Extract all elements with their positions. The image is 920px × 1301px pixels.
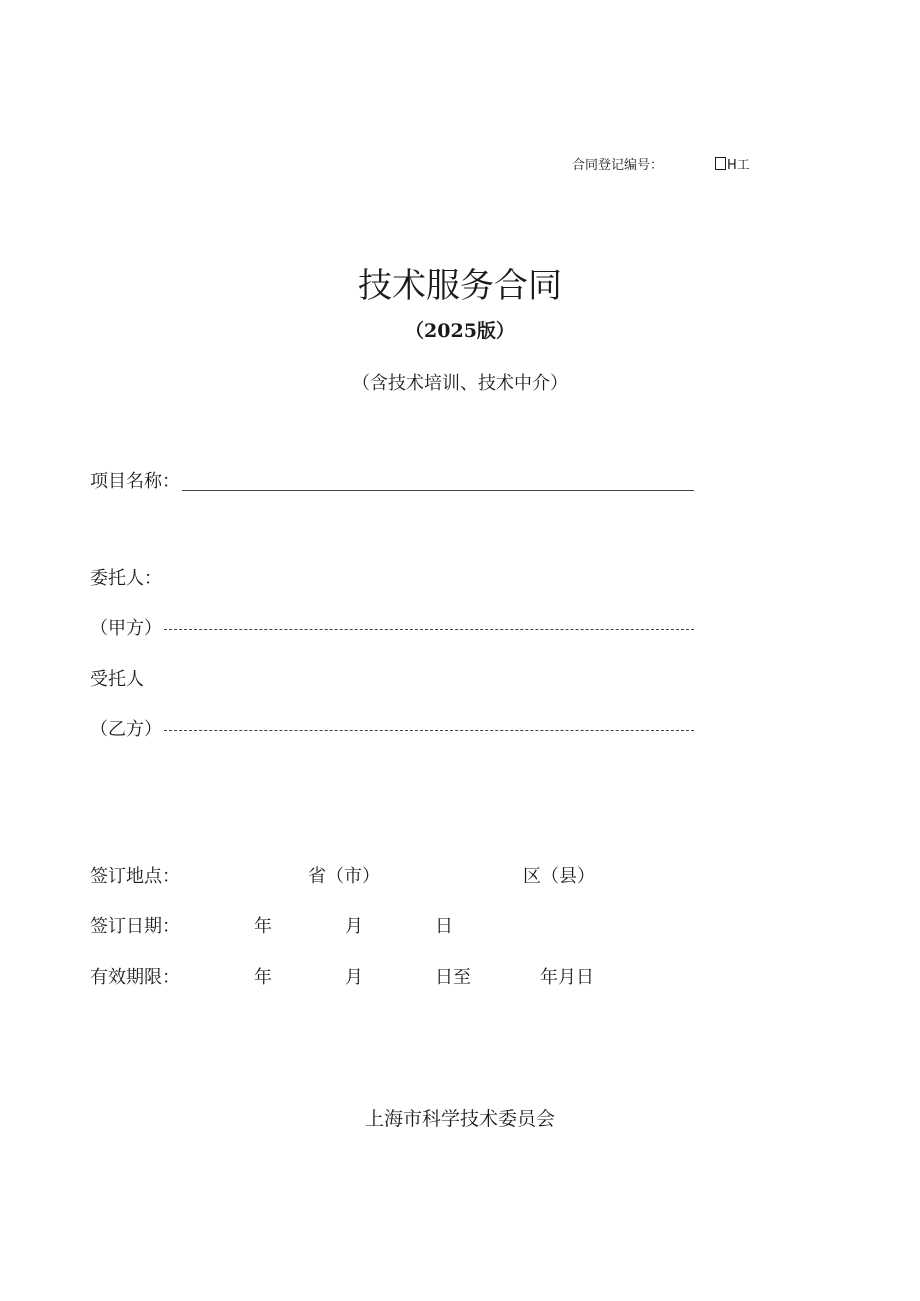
- signing-place-label: 签订地点：: [90, 866, 180, 887]
- checkbox-icon: [715, 157, 726, 170]
- signing-date-label: 签订日期：: [90, 916, 180, 937]
- document-subtitle: （含技术培训、技术中介）: [352, 373, 568, 394]
- project-name-blank[interactable]: [182, 472, 694, 491]
- validity-end-units: 年月日: [540, 967, 594, 988]
- contractor-party-row: [90, 715, 694, 741]
- signing-day-unit: 日: [435, 916, 453, 937]
- registration-number: [572, 154, 750, 173]
- registration-label: 合同登记编号：: [572, 158, 664, 173]
- document-version: （2025版）: [405, 320, 515, 342]
- contractor-name-blank[interactable]: [164, 720, 694, 731]
- client-party-label: （甲方）: [90, 618, 162, 639]
- client-label: 委托人：: [90, 568, 162, 589]
- project-name-label: 项目名称：: [90, 471, 180, 492]
- validity-label: 有效期限：: [90, 967, 180, 988]
- province-unit: 省（市）: [308, 866, 380, 887]
- client-name-blank[interactable]: [164, 619, 694, 630]
- document-title: 技术服务合同: [358, 266, 562, 306]
- client-party-row: [90, 614, 694, 640]
- registration-code-text: H工: [727, 158, 750, 173]
- project-name-row: [90, 467, 694, 493]
- validity-year-unit: 年: [254, 967, 272, 988]
- validity-day-until: 日至: [435, 967, 471, 988]
- district-unit: 区（县）: [523, 866, 595, 887]
- contractor-party-label: （乙方）: [90, 719, 162, 740]
- contractor-label: 受托人: [90, 669, 144, 690]
- issuer: 上海市科学技术委员会: [364, 1108, 555, 1130]
- signing-year-unit: 年: [254, 916, 272, 937]
- registration-code: [715, 158, 750, 173]
- signing-month-unit: 月: [345, 916, 363, 937]
- validity-month-unit: 月: [345, 967, 363, 988]
